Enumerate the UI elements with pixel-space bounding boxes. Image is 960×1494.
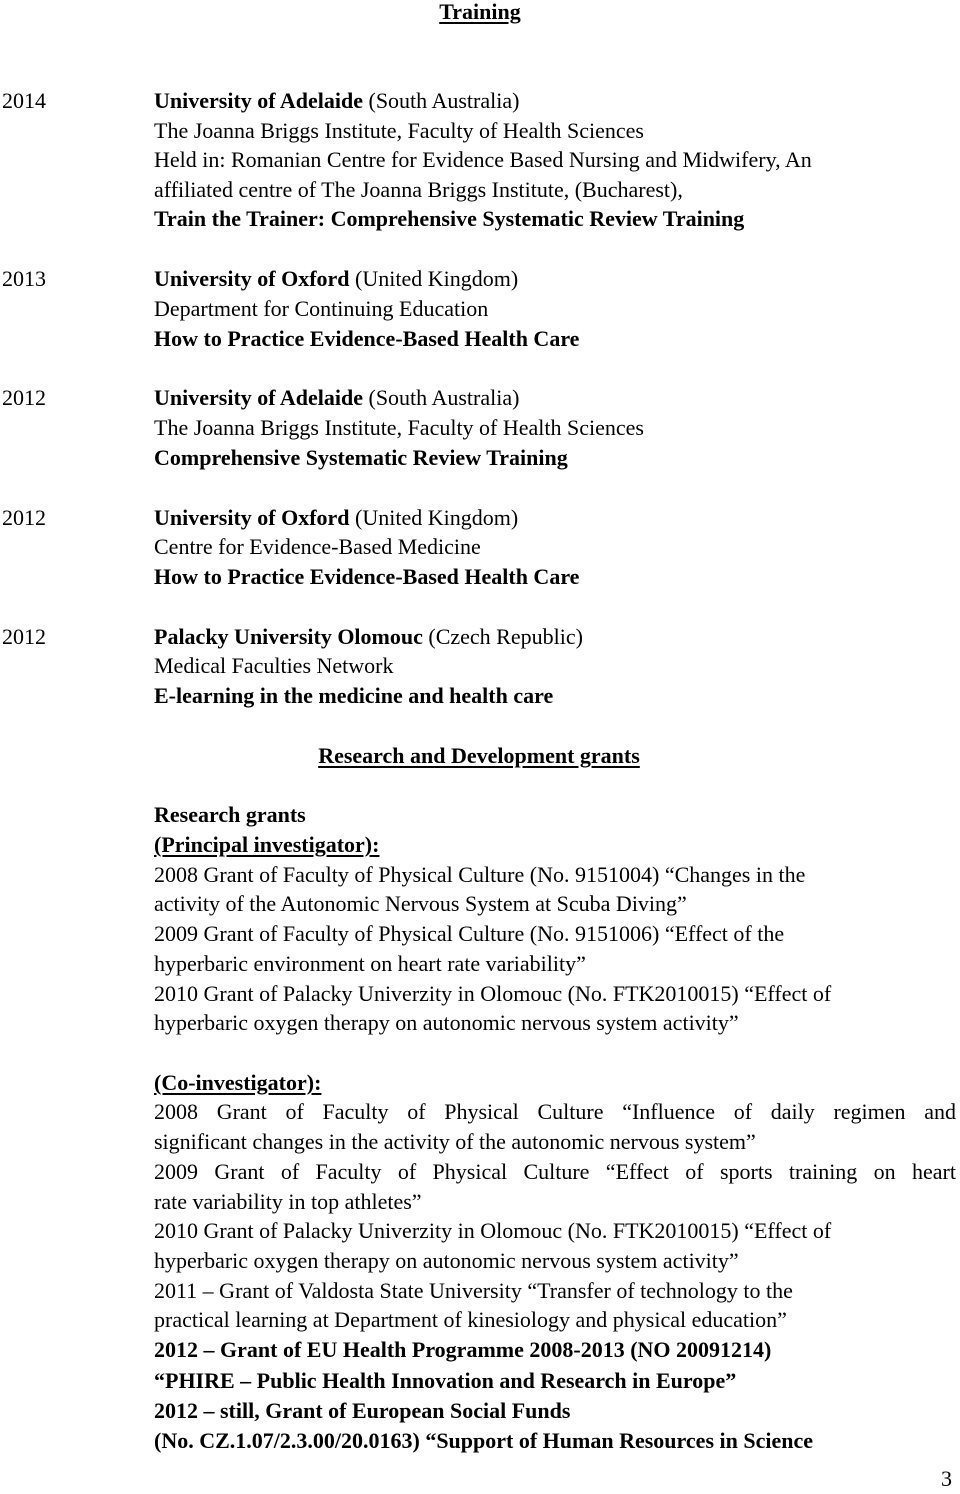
grant-line: hyperbaric oxygen therapy on autonomic nervous system activity” <box>154 1248 739 1273</box>
grant-line: 2010 Grant of Palacky Univerzity in Olomouc (No. FTK2010015) “Effect of <box>154 981 832 1006</box>
grant-line: 2008 Grant of Faculty of Physical Culture (No. 9151004) “Changes in the <box>154 862 806 887</box>
grant-line: 2010 Grant of Palacky Univerzity in Olomouc (No. FTK2010015) “Effect of <box>154 1218 832 1243</box>
entry-course: Comprehensive Systematic Review Training <box>154 445 568 470</box>
entry-year: 2012 <box>2 505 46 530</box>
institution-name: Palacky University Olomouc <box>154 624 423 649</box>
entry-institution-line <box>154 384 519 412</box>
institution-location: (South Australia) <box>368 88 520 113</box>
grant-line-bold: (No. CZ.1.07/2.3.00/20.0163) “Support of Human Resources in Science <box>154 1428 813 1453</box>
institution-name: University of Oxford <box>154 505 350 530</box>
entry-course: Train the Trainer: Comprehensive Systematic Review Training <box>154 206 745 231</box>
entry-course: How to Practice Evidence-Based Health Care <box>154 326 580 351</box>
grant-line: hyperbaric environment on heart rate variability” <box>154 951 586 976</box>
page-number: 3 <box>941 1466 952 1491</box>
entry-detail: Held in: Romanian Centre for Evidence Based Nursing and Midwifery, An <box>154 147 812 172</box>
entry-course: E-learning in the medicine and health care <box>154 683 554 708</box>
institution-location: (Czech Republic) <box>428 624 583 649</box>
grant-line: 2011 – Grant of Valdosta State University “Transfer of technology to the <box>154 1278 793 1303</box>
entry-institution-line <box>154 623 583 651</box>
institution-location: (United Kingdom) <box>355 266 519 291</box>
entry-institution-line <box>154 504 518 532</box>
grant-line-bold: 2012 – Grant of EU Health Programme 2008-2013 (NO 20091214) <box>154 1337 772 1362</box>
grant-line: 2008 Grant of Faculty of Physical Culture “Influence of daily regimen and <box>154 1099 956 1124</box>
entry-year: 2014 <box>2 88 46 113</box>
grant-line: rate variability in top athletes” <box>154 1189 422 1214</box>
research-grants-subheading: Research grants <box>154 802 306 827</box>
entry-detail: Centre for Evidence-Based Medicine <box>154 534 481 559</box>
institution-location: (United Kingdom) <box>355 505 519 530</box>
grant-line: practical learning at Department of kinesiology and physical education” <box>154 1307 787 1332</box>
principal-investigator-heading: (Principal investigator): <box>154 832 380 857</box>
co-investigator-heading: (Co-investigator): <box>154 1070 322 1095</box>
grant-line: activity of the Autonomic Nervous System at Scuba Diving” <box>154 891 687 916</box>
institution-name: University of Adelaide <box>154 385 363 410</box>
grant-line: 2009 Grant of Faculty of Physical Culture “Effect of sports training on heart <box>154 1159 956 1184</box>
entry-detail: The Joanna Briggs Institute, Faculty of Health Sciences <box>154 415 644 440</box>
entry-detail: Medical Faculties Network <box>154 653 394 678</box>
grant-line-bold: “PHIRE – Public Health Innovation and Research in Europe” <box>154 1368 737 1393</box>
institution-name: University of Adelaide <box>154 88 363 113</box>
grant-line-bold: 2012 – still, Grant of European Social Funds <box>154 1398 571 1423</box>
institution-location: (South Australia) <box>368 385 520 410</box>
training-heading: Training <box>439 0 521 24</box>
entry-detail: Department for Continuing Education <box>154 296 489 321</box>
entry-year: 2013 <box>2 266 46 291</box>
grants-heading: Research and Development grants <box>318 743 640 768</box>
entry-year: 2012 <box>2 385 46 410</box>
grant-line: 2009 Grant of Faculty of Physical Culture (No. 9151006) “Effect of the <box>154 921 785 946</box>
entry-institution-line <box>154 265 518 293</box>
grant-line: hyperbaric oxygen therapy on autonomic nervous system activity” <box>154 1010 739 1035</box>
entry-institution-line <box>154 87 519 115</box>
entry-year: 2012 <box>2 624 46 649</box>
entry-detail: affiliated centre of The Joanna Briggs Institute, (Bucharest), <box>154 177 683 202</box>
entry-detail: The Joanna Briggs Institute, Faculty of Health Sciences <box>154 118 644 143</box>
entry-course: How to Practice Evidence-Based Health Care <box>154 564 580 589</box>
institution-name: University of Oxford <box>154 266 350 291</box>
grant-line: significant changes in the activity of the autonomic nervous system” <box>154 1129 756 1154</box>
